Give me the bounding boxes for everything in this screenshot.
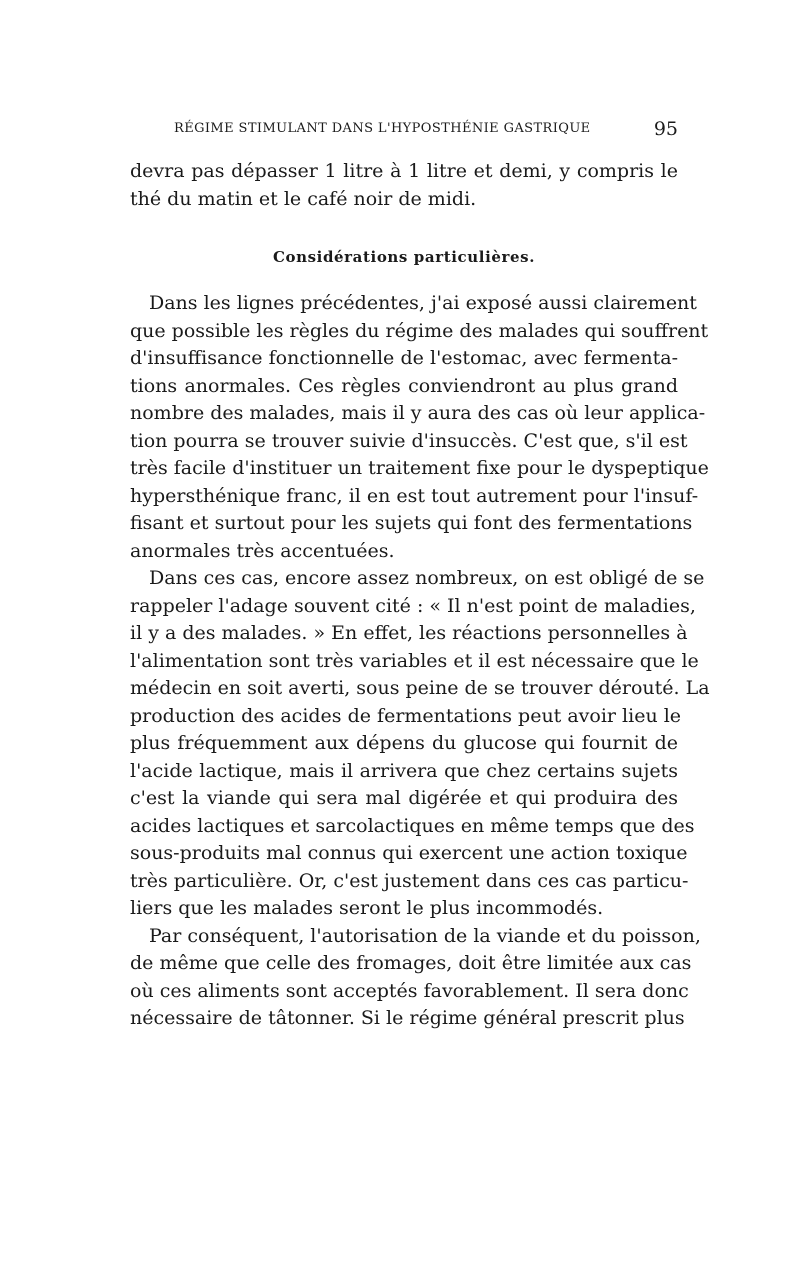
text-line: nombre des malades, mais il y aura des cas où leur applica- (130, 402, 706, 424)
running-title: RÉGIME STIMULANT DANS L'HYPOSTHÉNIE GASTRIQUE (174, 121, 591, 136)
text-line: l'acide lactique, mais il arrivera que chez certains sujets (130, 759, 678, 782)
text-line: très facile d'instituer un traitement fixe pour le dyspeptique (130, 457, 709, 479)
text-line: tions anormales. Ces règles conviendront au plus grand (130, 374, 678, 397)
page-number: 95 (653, 118, 678, 140)
text-line: Par conséquent, l'autorisation de la viande et du poisson, (149, 924, 701, 947)
body-text (130, 290, 710, 1033)
text-line: acides lactiques et sarcolactiques en même temps que des (130, 814, 695, 837)
text-line: anormales très accentuées. (130, 539, 395, 562)
text-line: médecin en soit averti, sous peine de se trouver dérouté. La (130, 677, 710, 699)
text-line: d'insuffisance fonctionnelle de l'estomac, avec fermenta- (130, 347, 678, 369)
text-line: devra pas dépasser 1 litre à 1 litre et demi, y compris le (130, 160, 678, 182)
running-header (130, 118, 678, 142)
text-line: fisant et surtout pour les sujets qui font des fermentations (130, 512, 693, 534)
text-line: sous-produits mal connus qui exercent une action toxique (130, 842, 688, 864)
text-line: hypersthénique franc, il en est tout autrement pour l'insuf- (130, 484, 699, 507)
text-line: que possible les règles du régime des malades qui souffrent (130, 319, 709, 342)
text-line: thé du matin et le café noir de midi. (130, 187, 477, 210)
text-line: Dans ces cas, encore assez nombreux, on est obligé de se (149, 567, 705, 589)
text-line: nécessaire de tâtonner. Si le régime général prescrit plus (130, 1007, 685, 1029)
paragraph (130, 565, 710, 923)
paragraph (130, 290, 709, 565)
text-line: de même que celle des fromages, doit être limitée aux cas (130, 952, 692, 974)
continuation-text (130, 158, 678, 213)
text-line: très particulière. Or, c'est justement dans ces cas particu- (130, 869, 689, 892)
text-line: c'est la viande qui sera mal digérée et qui produira des (130, 787, 678, 809)
section-heading: Considérations particulières. (272, 248, 536, 266)
text-line: production des acides de fermentations peut avoir lieu le (130, 704, 682, 727)
text-line: plus fréquemment aux dépens du glucose qui fournit de (130, 732, 678, 754)
text-line: rappeler l'adage souvent cité : « Il n'est point de maladies, (130, 594, 696, 617)
text-line: liers que les malades seront le plus incommodés. (130, 897, 604, 919)
text-line: où ces aliments sont acceptés favorablement. Il sera donc (130, 979, 689, 1002)
paragraph (130, 923, 701, 1033)
text-line: tion pourra se trouver suivie d'insuccès. C'est que, s'il est (130, 429, 688, 452)
text-line: Dans les lignes précédentes, j'ai exposé aussi clairement (149, 292, 697, 314)
text-line: il y a des malades. » En effet, les réactions personnelles à (130, 622, 688, 644)
text-line: l'alimentation sont très variables et il est nécessaire que le (130, 649, 699, 672)
